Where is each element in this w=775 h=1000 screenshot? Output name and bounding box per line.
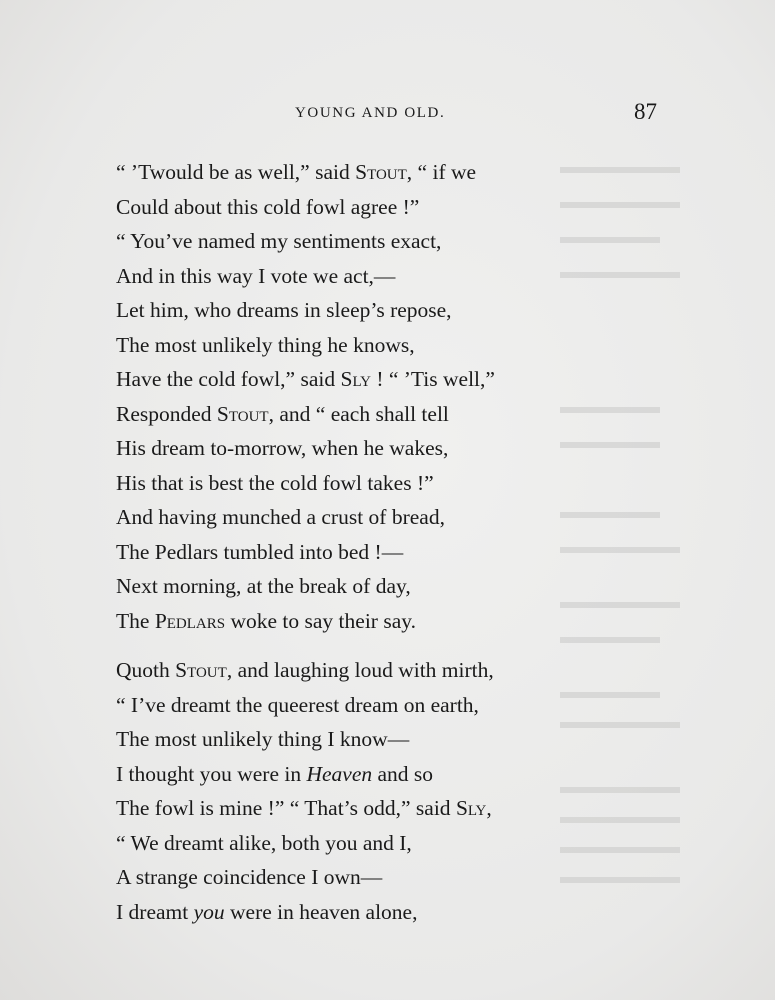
verse-line: The most unlikely thing I know— [116,727,410,751]
verse-line: “ We dreamt alike, both you and I, [116,830,412,855]
verse-line: The most unlikely thing he knows, [116,332,415,357]
verse-line: The Pedlars woke to say their say. [116,608,416,633]
page-header [0,99,775,133]
verse-line: And having munched a crust of bread, [116,505,445,529]
book-page: ▬▬▬▬▬▬ ▬▬▬▬▬▬ ▬▬▬▬▬ ▬▬▬▬▬▬ ▬▬▬▬▬ ▬▬▬▬▬ ▬▬▬▬▬ ▬▬▬▬▬▬ ▬▬▬▬▬▬ ▬▬▬▬▬ ▬▬▬▬▬ ▬▬▬▬▬▬ ▬▬▬▬▬▬ ▬▬▬▬▬▬ ▬▬▬▬▬▬ ▬▬▬▬▬▬ YOUNG AND OLD. 87 “ ’Twould be as well,” said Stout, “ if we Could about this cold fowl agree !” “ You’ve named my sentiments exact, And in this way I vote we act,— Let him, who dreams in sleep’s repose, The most unlikely thing he knows, Have the cold fowl,” said Sly ! “ ’Tis well,” Responded Stout, and “ each shall tell His dream to-morrow, when he wakes, His that is best the cold fowl takes !” And having munched a crust of bread, The Pedlars tumbled into bed !— Next morning, at the break of day, The Pedlars woke to say their say. Quoth Stout, and laughing loud with mirth, “ I’ve dreamt the queerest dream on earth, The most unlikely thing I know— I thought you were in Heaven and so The fowl is mine !” “ That’s odd,” said Sly, “ We dreamt alike, both you and I, A strange coincidence I own— I dreamt you were in heaven alone, [0,0,775,1000]
verse-line: Let him, who dreams in sleep’s repose, [116,298,452,322]
verse-line: I dreamt you were in heaven alone, [116,899,418,924]
verse-line: “ I’ve dreamt the queerest dream on earth, [116,692,479,717]
verse-line: His that is best the cold fowl takes !” [116,470,434,495]
stanza-1 [116,155,716,638]
verse-line: Next morning, at the break of day, [116,574,411,598]
verse-line: “ You’ve named my sentiments exact, [116,229,442,253]
verse-line: Could about this cold fowl agree !” [116,194,420,219]
running-title: YOUNG AND OLD. [295,105,446,121]
verse-line: Have the cold fowl,” said Sly ! “ ’Tis well,” [116,367,495,391]
verse-line: A strange coincidence I own— [116,865,383,889]
verse-line: “ ’Twould be as well,” said Stout, “ if we [116,160,477,184]
verse-line: His dream to-morrow, when he wakes, [116,436,449,460]
page-number: 87 [634,99,657,124]
verse-line: The fowl is mine !” “ That’s odd,” said Sly, [116,796,492,820]
verse-line: I thought you were in Heaven and so [116,761,434,786]
verse-line: The Pedlars tumbled into bed !— [116,539,404,564]
stanza-2 [116,653,716,929]
verse-line: Quoth Stout, and laughing loud with mirth, [116,658,494,682]
verse-line: And in this way I vote we act,— [116,263,396,288]
verse-line: Responded Stout, and “ each shall tell [116,401,449,426]
